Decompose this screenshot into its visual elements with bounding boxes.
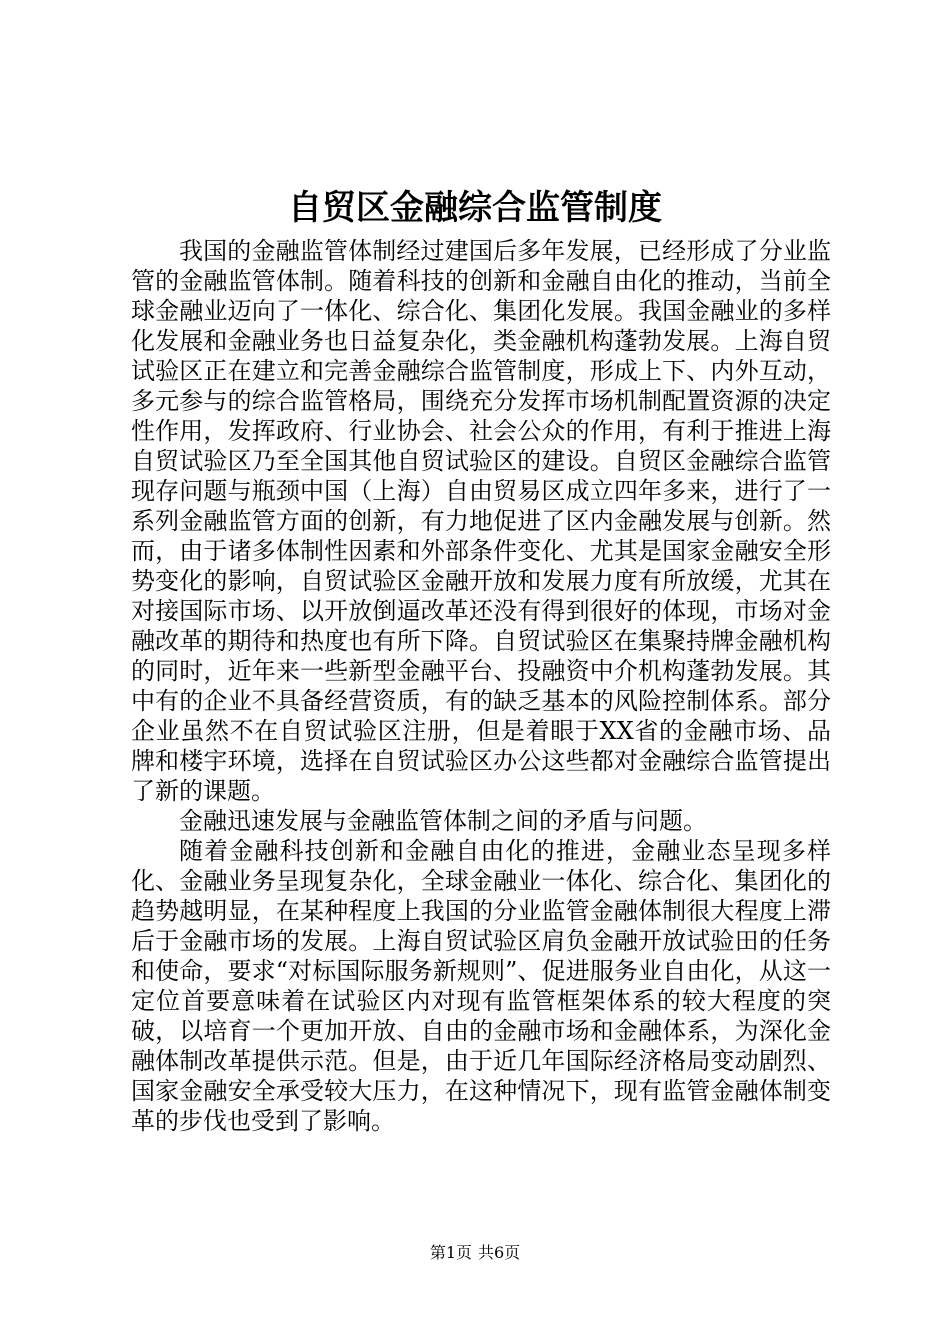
- page-total: 共6页: [478, 1243, 521, 1262]
- paragraph-3: 随着金融科技创新和金融自由化的推进，金融业态呈现多样化、金融业务呈现复杂化，全球金融业一体化、综合化、集团化的趋势越明显，在某种程度上我国的分业监管金融体制很大程度上滞后于金融市场的发展。上海自贸试验区肩负金融开放试验田的任务和使命，要求“对标国际服务新规则”、促进服务业自由化，从这一定位首要意味着在试验区内对现有监管框架体系的较大程度的突破，以培育一个更加开放、自由的金融市场和金融体系，为深化金融体制改革提供示范。但是，由于近几年国际经济格局变动剧烈、国家金融安全承受较大压力，在这种情况下，现有监管金融体制变革的步伐也受到了影响。: [131, 837, 831, 1135]
- page-footer: [0, 1242, 950, 1264]
- paragraph-1: 我国的金融监管体制经过建国后多年发展，已经形成了分业监管的金融监管体制。随着科技的创新和金融自由化的推动，当前全球金融业迈向了一体化、综合化、集团化发展。我国金融业的多样化发展和金融业务也日益复杂化，类金融机构蓬勃发展。上海自贸试验区正在建立和完善金融综合监管制度，形成上下、内外互动，多元参与的综合监管格局，围绕充分发挥市场机制配置资源的决定性作用，发挥政府、行业协会、社会公众的作用，有利于推进上海自贸试验区乃至全国其他自贸试验区的建设。自贸区金融综合监管现存问题与瓶颈中国（上海）自由贸易区成立四年多来，进行了一系列金融监管方面的创新，有力地促进了区内金融发展与创新。然而，由于诸多体制性因素和外部条件变化、尤其是国家金融安全形势变化的影响，自贸试验区金融开放和发展力度有所放缓，尤其在对接国际市场、以开放倒逼改革还没有得到很好的体现，市场对金融改革的期待和热度也有所下降。自贸试验区在集聚持牌金融机构的同时，近年来一些新型金融平台、投融资中介机构蓬勃发展。其中有的企业不具备经营资质，有的缺乏基本的风险控制体系。部分企业虽然不在自贸试验区注册，但是着眼于XX省的金融市场、品牌和楼宇环境，选择在自贸试验区办公这些都对金融综合监管提出了新的课题。: [131, 237, 831, 805]
- document-body: [131, 236, 831, 1136]
- page-number: 第1页: [429, 1243, 472, 1262]
- paragraph-2: 金融迅速发展与金融监管体制之间的矛盾与问题。: [179, 807, 707, 835]
- document-title: 自贸区金融综合监管制度: [288, 188, 662, 228]
